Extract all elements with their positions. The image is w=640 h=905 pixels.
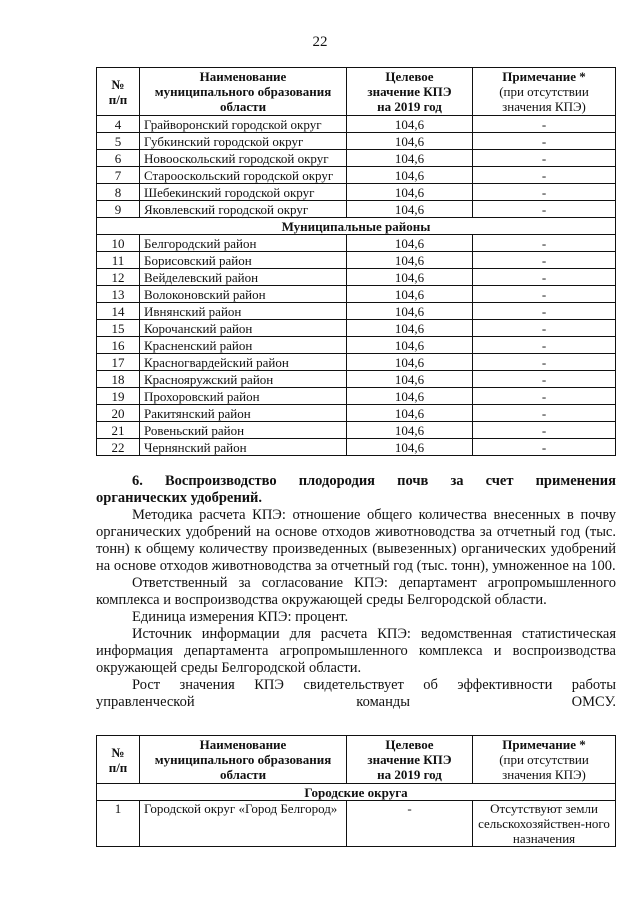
growth-paragraph: Рост значения КПЭ свидетельствует об эффективности работы управленческой команды ОМСУ.	[96, 677, 616, 710]
municipality-name: Шебекинский городской округ	[140, 184, 347, 201]
target-value: 104,6	[347, 422, 473, 439]
target-value: 104,6	[347, 269, 473, 286]
target-value: 104,6	[347, 388, 473, 405]
header-note: Примечание * (при отсутствии значения КПЭ)	[473, 736, 616, 784]
municipality-name: Чернянский район	[140, 439, 347, 456]
target-value: 104,6	[347, 252, 473, 269]
header-num: № п/п	[97, 736, 140, 784]
row-number: 21	[97, 422, 140, 439]
header-name: Наименование муниципального образования области	[140, 68, 347, 116]
row-note: -	[473, 269, 616, 286]
row-note: -	[473, 354, 616, 371]
row-note: Отсутствуют земли сельскохозяйствен-ного назначения	[473, 801, 616, 847]
table-header-row	[97, 736, 616, 784]
table-row	[97, 405, 616, 422]
row-number: 10	[97, 235, 140, 252]
row-number: 5	[97, 133, 140, 150]
municipality-name: Вейделевский район	[140, 269, 347, 286]
row-note: -	[473, 150, 616, 167]
header-note: Примечание * (при отсутствии значения КПЭ)	[473, 68, 616, 116]
unit-paragraph: Единица измерения КПЭ: процент.	[132, 609, 349, 625]
row-note: -	[473, 133, 616, 150]
target-value: 104,6	[347, 354, 473, 371]
target-value: 104,6	[347, 150, 473, 167]
row-note: -	[473, 320, 616, 337]
municipality-name: Волоконовский район	[140, 286, 347, 303]
methodology-paragraph: Методика расчета КПЭ: отношение общего количества внесенных в почву органических удобрений на основе отходов животноводства за отчетный год (тыс. тонн) к общему количеству произведенных (вывезенных) органических удобрений на основе отходов животноводства за отчетный год (тыс. тонн), умноженное на 100.	[96, 507, 616, 574]
source-paragraph: Источник информации для расчета КПЭ: ведомственная статистическая информация департамента агропромышленного комплекса и воспроизводства окружающей среды Белгородской области.	[96, 626, 616, 676]
table-row	[97, 235, 616, 252]
target-value: 104,6	[347, 439, 473, 456]
row-number: 14	[97, 303, 140, 320]
target-value: 104,6	[347, 184, 473, 201]
municipality-name: Прохоровский район	[140, 388, 347, 405]
municipality-name: Красненский район	[140, 337, 347, 354]
section-6-heading-line1: 6. Воспроизводство плодородия почв за счет применения	[132, 473, 616, 489]
target-value: 104,6	[347, 286, 473, 303]
row-note: -	[473, 422, 616, 439]
row-number: 15	[97, 320, 140, 337]
target-value: 104,6	[347, 235, 473, 252]
row-note: -	[473, 184, 616, 201]
municipality-name: Ивнянский район	[140, 303, 347, 320]
row-number: 16	[97, 337, 140, 354]
municipality-name: Старооскольский городской округ	[140, 167, 347, 184]
kpe-table-2	[96, 735, 616, 847]
target-value: 104,6	[347, 133, 473, 150]
row-note: -	[473, 439, 616, 456]
municipality-name: Губкинский городской округ	[140, 133, 347, 150]
header-value: Целевое значение КПЭ на 2019 год	[347, 68, 473, 116]
table-row	[97, 303, 616, 320]
section-row-city-districts	[97, 784, 616, 801]
table-header-row	[97, 68, 616, 116]
target-value: 104,6	[347, 371, 473, 388]
target-value: 104,6	[347, 167, 473, 184]
row-number: 9	[97, 201, 140, 218]
table-row	[97, 337, 616, 354]
municipality-name: Корочанский район	[140, 320, 347, 337]
table-row	[97, 150, 616, 167]
row-number: 1	[97, 801, 140, 847]
row-number: 18	[97, 371, 140, 388]
section-row-districts	[97, 218, 616, 235]
table-row	[97, 422, 616, 439]
table-row	[97, 184, 616, 201]
target-value: -	[347, 801, 473, 847]
municipality-name: Красногвардейский район	[140, 354, 347, 371]
municipality-name: Яковлевский городской округ	[140, 201, 347, 218]
row-note: -	[473, 116, 616, 133]
municipality-name: Белгородский район	[140, 235, 347, 252]
row-note: -	[473, 371, 616, 388]
table-row	[97, 439, 616, 456]
header-value: Целевое значение КПЭ на 2019 год	[347, 736, 473, 784]
kpe-table-1	[96, 67, 616, 456]
row-number: 11	[97, 252, 140, 269]
table-row	[97, 801, 616, 847]
target-value: 104,6	[347, 320, 473, 337]
target-value: 104,6	[347, 201, 473, 218]
table-row	[97, 133, 616, 150]
row-note: -	[473, 201, 616, 218]
table-row	[97, 252, 616, 269]
row-number: 7	[97, 167, 140, 184]
table-row	[97, 201, 616, 218]
row-number: 6	[97, 150, 140, 167]
municipality-name: Борисовский район	[140, 252, 347, 269]
municipality-name: Краснояружский район	[140, 371, 347, 388]
table-row	[97, 354, 616, 371]
row-note: -	[473, 388, 616, 405]
municipality-name: Городской округ «Город Белгород»	[140, 801, 347, 847]
table-row	[97, 116, 616, 133]
row-number: 19	[97, 388, 140, 405]
target-value: 104,6	[347, 337, 473, 354]
row-number: 8	[97, 184, 140, 201]
target-value: 104,6	[347, 116, 473, 133]
row-number: 4	[97, 116, 140, 133]
section-title: Муниципальные районы	[97, 218, 616, 235]
responsible-paragraph: Ответственный за согласование КПЭ: департамент агропромышленного комплекса и воспроизводства окружающей среды Белгородской области.	[96, 575, 616, 608]
page-number: 22	[312, 34, 328, 50]
row-number: 22	[97, 439, 140, 456]
table-row	[97, 371, 616, 388]
row-note: -	[473, 235, 616, 252]
header-num: № п/п	[97, 68, 140, 116]
table-row	[97, 388, 616, 405]
municipality-name: Грайворонский городской округ	[140, 116, 347, 133]
row-note: -	[473, 405, 616, 422]
municipality-name: Новооскольский городской округ	[140, 150, 347, 167]
row-number: 13	[97, 286, 140, 303]
section-6-text	[96, 473, 616, 711]
row-note: -	[473, 303, 616, 320]
row-note: -	[473, 337, 616, 354]
table-row	[97, 286, 616, 303]
row-number: 20	[97, 405, 140, 422]
section-title: Городские округа	[97, 784, 616, 801]
row-note: -	[473, 252, 616, 269]
row-note: -	[473, 286, 616, 303]
row-note: -	[473, 167, 616, 184]
table-row	[97, 269, 616, 286]
row-number: 12	[97, 269, 140, 286]
table-row	[97, 167, 616, 184]
municipality-name: Ровеньский район	[140, 422, 347, 439]
table-row	[97, 320, 616, 337]
target-value: 104,6	[347, 405, 473, 422]
target-value: 104,6	[347, 303, 473, 320]
municipality-name: Ракитянский район	[140, 405, 347, 422]
row-number: 17	[97, 354, 140, 371]
section-6-heading-line2: органических удобрений.	[96, 490, 263, 506]
header-name: Наименование муниципального образования области	[140, 736, 347, 784]
